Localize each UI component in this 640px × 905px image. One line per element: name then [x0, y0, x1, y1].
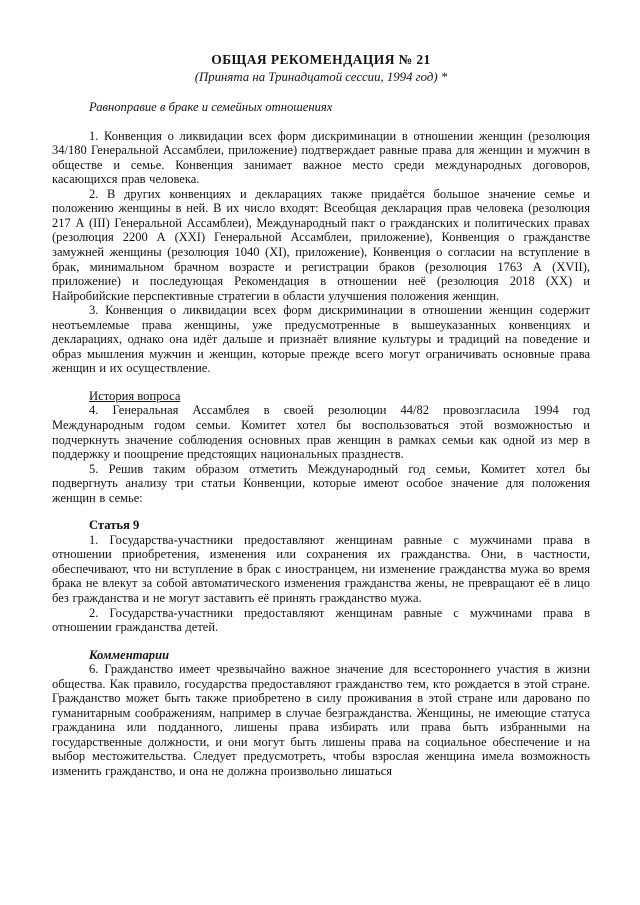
paragraph-article9-2: 2. Государства-участники предоставляют женщинам равные с мужчинами права в отношении гражданства детей.	[52, 605, 590, 635]
paragraph-1: 1. Конвенция о ликвидации всех форм дискриминации в отношении женщин (резолюция 34/180 Генеральной Ассамблеи, приложение) подтверждает равные права для женщин и мужчин в обществе и семье. Конвенция занимает важное место среди международных договоров, касающихся прав человека.	[52, 128, 590, 187]
paragraph-4: 4. Генеральная Ассамблея в своей резолюции 44/82 провозгласила 1994 год Международным годом семьи. Комитет хотел бы воспользоваться этой возможностью и подчеркнуть значение соблюдения основных прав женщин в рамках семьи как одной из мер в поддержку и поощрение предстоящих национальных празднеств.	[52, 403, 590, 462]
document-title: ОБЩАЯ РЕКОМЕНДАЦИЯ № 21	[211, 52, 431, 67]
document-topic: Равноправие в браке и семейных отношениях	[89, 100, 333, 114]
paragraph-5: 5. Решив таким образом отметить Международный год семьи, Комитет хотел бы подвергнуть анализу три статьи Конвенции, которые имеют особое значение для положения женщин в семье:	[52, 461, 590, 505]
section-heading-history-label: История вопроса	[89, 388, 181, 403]
paragraph-article9-1: 1. Государства-участники предоставляют женщинам равные с мужчинами права в отношении приобретения, изменения или сохранения их гражданства. Они, в частности, обеспечивают, что ни вступление в брак с иностранцем, ни изменение гражданства мужа во время брака не влекут за собой автоматического изменения гражданства жены, не превращают её в лицо без гражданства и не могут заставить её принять гражданство мужа.	[52, 532, 590, 605]
paragraph-6: 6. Гражданство имеет чрезвычайно важное значение для всестороннего участия в жизни общества. Как правило, государства предоставляют гражданство тем, кто рождается в этой стране. Гражданство может быть также приобретено в силу проживания в этой стране или даровано по гуманитарным соображениям, например в случае безгражданства. Женщины, не имеющие статуса гражданина или подданного, лишены права избирать или права быть избранными на государственные должности, и они могут быть лишены права на социальное обеспечение и на выбор местожительства. Следует предусмотреть, чтобы взрослая женщина имела возможность изменить гражданство, и она не должна произвольно лишаться	[52, 662, 590, 779]
section-heading-history	[52, 389, 590, 404]
paragraph-3: 3. Конвенция о ликвидации всех форм дискриминации в отношении женщин содержит неотъемлемые права женщины, уже предусмотренные в вышеуказанных конвенциях и декларациях, однако она идёт дальше и признаёт влияние культуры и традиций на поведение и образ мышления мужчин и женщин, которые прежде всего могут ограничивать основные права женщин и их осуществление.	[52, 303, 590, 376]
document-subtitle: (Принята на Тринадцатой сессии, 1994 год) *	[194, 70, 448, 84]
section-heading-article-9: Статья 9	[89, 518, 140, 533]
paragraph-2: 2. В других конвенциях и декларациях также придаётся большое значение семье и положению женщины в ней. В их число входят: Всеобщая декларация прав человека (резолюция 217 А (III) Генеральной Ассамблеи), Международный пакт о гражданских и политических правах (резолюция 2200 А (XXI) Генеральной Ассамблеи, приложение), Конвенция о гражданстве замужней женщины (резолюция 1040 (XI), приложение), Конвенция о согласии на вступление в брак, минимальном брачном возрасте и регистрации браков (резолюция 1763 А (XVII), приложение) и последующая Рекомендация в отношении неё (резолюция 2018 (XX) и Найробийские перспективные стратегии в области улучшения положения женщин.	[52, 186, 590, 303]
section-heading-comments: Комментарии	[89, 647, 170, 662]
